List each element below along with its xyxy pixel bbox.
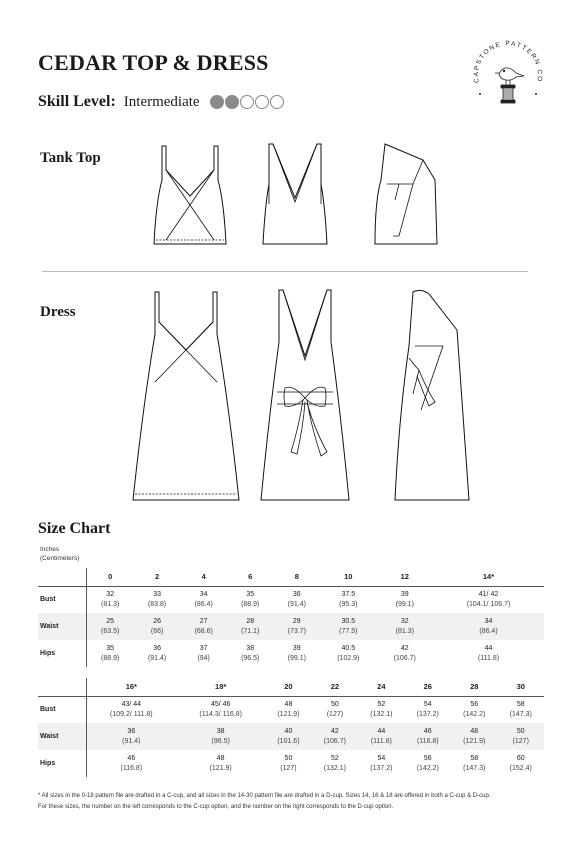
measurement-cell (274, 613, 321, 640)
measurement-cell (86, 640, 134, 667)
measurement-cell (358, 723, 404, 750)
measurement-inches: 32 (106, 590, 115, 598)
measurement-cell (265, 750, 311, 777)
measurement-cell (86, 586, 134, 613)
measurement-inches: 44 (377, 727, 386, 735)
table-row (38, 613, 544, 640)
measurement-inches: 52 (331, 754, 339, 762)
measurement-inches: 37 (199, 644, 208, 652)
measurement-cell (134, 640, 181, 667)
table-corner (38, 568, 86, 586)
measurement-centimeters: (127) (512, 737, 529, 745)
measurement-inches: 48 (216, 754, 225, 762)
measurement-cell (227, 613, 274, 640)
size-header: 4 (180, 568, 227, 586)
measurement-cell (433, 613, 544, 640)
measurement-inches: 39 (400, 590, 409, 598)
measurement-cell (358, 696, 404, 723)
measurement-cell (405, 696, 451, 723)
measurement-centimeters: (137.2) (370, 764, 393, 772)
size-chart-footnote (38, 791, 548, 813)
measurement-inches: 54 (377, 754, 386, 762)
measurement-cell (377, 586, 433, 613)
measurement-cell (274, 640, 321, 667)
measurement-inches: 58 (470, 754, 479, 762)
measurement-centimeters: (88.9) (101, 654, 120, 662)
measurement-cell (451, 750, 497, 777)
table-row (38, 586, 544, 613)
measurement-inches: 32 (400, 617, 409, 625)
measurement-inches: 36 (153, 644, 161, 652)
measurement-centimeters: (104.1/ 106.7) (466, 600, 511, 608)
table-row (38, 723, 544, 750)
size-header: 14* (433, 568, 544, 586)
size-header: 12 (377, 568, 433, 586)
measurement-centimeters: (83.8) (147, 600, 167, 608)
measurement-cell (180, 613, 227, 640)
svg-text:CAPSTONE PATTERN CO (473, 40, 543, 83)
measurement-cell (86, 723, 176, 750)
measurement-inches: 50 (516, 727, 525, 735)
size-header: 2 (134, 568, 181, 586)
logo-text: CAPSTONE PATTERN CO (472, 40, 544, 84)
measurement-inches: 36 (292, 590, 301, 598)
skill-dot (210, 95, 224, 109)
measurement-cell (320, 613, 376, 640)
size-header: 8 (274, 568, 321, 586)
measurement-centimeters: (68.6) (194, 627, 213, 635)
measurement-inches: 37.5 (341, 590, 356, 598)
size-chart-units (40, 545, 79, 563)
measurement-cell (86, 696, 176, 723)
bird-icon (495, 68, 524, 85)
size-header: 16* (86, 678, 176, 696)
measurement-cell (227, 640, 274, 667)
measurement-centimeters: (96.5) (211, 737, 230, 745)
measurement-centimeters: (106.7) (323, 737, 346, 745)
measurement-cell (433, 640, 544, 667)
skill-dot (240, 95, 254, 109)
measurement-inches: 34 (484, 617, 493, 625)
measurement-inches: 44 (484, 644, 493, 652)
measurement-centimeters: (86.4) (479, 627, 498, 635)
units-inches: Inches (40, 546, 60, 553)
skill-level-rating (210, 95, 284, 109)
dress-label: Dress (40, 304, 76, 320)
capstone-logo (466, 36, 550, 120)
size-header: 18* (176, 678, 265, 696)
measurement-cell (312, 750, 358, 777)
units-centimeters: (Centimeters) (40, 555, 80, 562)
size-header: 6 (227, 568, 274, 586)
skill-level-label: Skill Level: (38, 93, 116, 110)
measurement-centimeters: (127) (280, 764, 297, 772)
measurement-inches: 34 (199, 590, 208, 598)
size-header: 20 (265, 678, 311, 696)
size-header: 0 (86, 568, 134, 586)
measurement-centimeters: (63.5) (101, 627, 120, 635)
measurement-inches: 56 (470, 700, 479, 708)
measurement-centimeters: (96.5) (241, 654, 260, 662)
measurement-inches: 52 (377, 700, 386, 708)
measurement-centimeters: (101.6) (277, 737, 300, 745)
measurement-cell (377, 613, 433, 640)
measurement-cell (497, 750, 544, 777)
table-row (38, 696, 544, 723)
measurement-cell (320, 640, 376, 667)
measurement-cell (86, 613, 134, 640)
size-chart-table-1 (38, 568, 544, 667)
measurement-inches: 46 (423, 727, 432, 735)
measurement-centimeters: (111.8) (370, 737, 392, 745)
measurement-label: Bust (38, 586, 86, 613)
size-header: 30 (497, 678, 544, 696)
measurement-inches: 43/ 44 (121, 700, 142, 708)
measurement-inches: 30.5 (341, 617, 356, 625)
measurement-cell (134, 613, 181, 640)
size-header: 24 (358, 678, 404, 696)
measurement-cell (176, 750, 265, 777)
skill-level (38, 93, 284, 111)
measurement-inches: 45/ 46 (210, 700, 231, 708)
measurement-centimeters: (106.7) (393, 654, 416, 662)
measurement-cell (497, 723, 544, 750)
measurement-inches: 38 (246, 644, 255, 652)
measurement-centimeters: (88.9) (241, 600, 260, 608)
measurement-label: Bust (38, 696, 86, 723)
measurement-centimeters: (121.9) (277, 710, 300, 718)
measurement-centimeters: (66) (150, 627, 164, 635)
measurement-centimeters: (95.3) (339, 600, 358, 608)
measurement-inches: 39 (292, 644, 301, 652)
measurement-inches: 33 (153, 590, 161, 598)
measurement-centimeters: (102.9) (337, 654, 360, 662)
measurement-cell (274, 586, 321, 613)
measurement-label: Hips (38, 640, 86, 667)
dress-front-drawing (125, 286, 247, 508)
measurement-centimeters: (99.1) (287, 654, 306, 662)
measurement-label: Waist (38, 723, 86, 750)
measurement-inches: 29 (292, 617, 301, 625)
measurement-inches: 40 (284, 727, 293, 735)
measurement-cell (451, 723, 497, 750)
measurement-centimeters: (121.9) (209, 764, 232, 772)
measurement-cell (377, 640, 433, 667)
tank-top-front-drawing (140, 140, 240, 250)
measurement-centimeters: (127) (326, 710, 344, 718)
measurement-inches: 42 (400, 644, 409, 652)
size-chart-title: Size Chart (38, 520, 111, 537)
measurement-centimeters: (91.4) (147, 654, 167, 662)
measurement-centimeters: (81.3) (395, 627, 414, 635)
measurement-centimeters: (121.9) (463, 737, 486, 745)
measurement-centimeters: (116.8) (120, 764, 143, 772)
measurement-centimeters: (91.4) (287, 600, 306, 608)
dress-side-drawing (385, 286, 477, 508)
measurement-centimeters: (142.2) (416, 764, 439, 772)
measurement-centimeters: (86.4) (194, 600, 213, 608)
tank-top-label: Tank Top (40, 150, 101, 166)
measurement-centimeters: (142.2) (463, 710, 486, 718)
measurement-cell (180, 586, 227, 613)
measurement-centimeters: (71.1) (241, 627, 260, 635)
measurement-centimeters: (73.7) (287, 627, 306, 635)
measurement-inches: 48 (284, 700, 293, 708)
measurement-centimeters: (116.8) (416, 737, 439, 745)
measurement-centimeters: (132.1) (323, 764, 346, 772)
measurement-inches: 48 (470, 727, 479, 735)
measurement-inches: 50 (331, 700, 339, 708)
measurement-inches: 41/ 42 (478, 590, 499, 598)
measurement-cell (358, 750, 404, 777)
measurement-cell (405, 723, 451, 750)
footnote-line-2: For these sizes, the number on the left corresponds to the C-cup option, and the number on the right corresponds to the D-cup option. (38, 804, 394, 810)
footnote-line-1: * All sizes in the 0-18 pattern file are drafted in a C-cup, and all sizes in the 14-30 pattern file are drafted in a D-cup. Sizes 14, 16 & 18 are offered in both a C-cup & D-cup. (38, 793, 491, 799)
measurement-inches: 35 (246, 590, 255, 598)
measurement-centimeters: (109.2/ 111.8) (110, 710, 153, 718)
tank-top-side-drawing (365, 140, 445, 250)
measurement-cell (227, 586, 274, 613)
section-divider (42, 271, 528, 272)
measurement-inches: 27 (199, 617, 208, 625)
measurement-centimeters: (91.4) (122, 737, 141, 745)
measurement-label: Hips (38, 750, 86, 777)
measurement-centimeters: (94) (197, 654, 210, 662)
size-header: 22 (312, 678, 358, 696)
measurement-cell (180, 640, 227, 667)
measurement-centimeters: (111.8) (477, 654, 500, 662)
measurement-cell (265, 696, 311, 723)
measurement-cell (176, 723, 265, 750)
size-header: 10 (320, 568, 376, 586)
measurement-cell (265, 723, 311, 750)
measurement-cell (433, 586, 544, 613)
measurement-inches: 60 (516, 754, 525, 762)
measurement-inches: 50 (284, 754, 293, 762)
measurement-inches: 58 (516, 700, 525, 708)
measurement-label: Waist (38, 613, 86, 640)
measurement-cell (86, 750, 176, 777)
measurement-inches: 54 (423, 700, 432, 708)
measurement-centimeters: (81.3) (101, 600, 120, 608)
measurement-cell (320, 586, 376, 613)
measurement-centimeters: (137.2) (416, 710, 439, 718)
measurement-cell (176, 696, 265, 723)
measurement-inches: 38 (216, 727, 225, 735)
measurement-cell (405, 750, 451, 777)
measurement-cell (312, 723, 358, 750)
measurement-cell (312, 696, 358, 723)
measurement-inches: 36 (127, 727, 136, 735)
skill-dot (225, 95, 239, 109)
skill-dot (270, 95, 284, 109)
measurement-centimeters: (147.3) (509, 710, 532, 718)
measurement-inches: 26 (153, 617, 161, 625)
dress-back-drawing (255, 286, 355, 508)
table-row (38, 750, 544, 777)
size-header-row (38, 568, 544, 586)
measurement-centimeters: (152.4) (509, 764, 532, 772)
table-row (38, 640, 544, 667)
size-header: 28 (451, 678, 497, 696)
measurement-inches: 40.5 (341, 644, 356, 652)
size-header: 26 (405, 678, 451, 696)
size-chart-table-2 (38, 678, 544, 777)
skill-level-value: Intermediate (123, 93, 200, 110)
tank-top-back-drawing (255, 140, 335, 250)
page-title: CEDAR TOP & DRESS (38, 50, 269, 75)
measurement-centimeters: (147.3) (463, 764, 486, 772)
measurement-inches: 46 (127, 754, 136, 762)
measurement-centimeters: (99.1) (395, 600, 414, 608)
table-corner (38, 678, 86, 696)
measurement-centimeters: (77.5) (339, 627, 358, 635)
measurement-inches: 42 (331, 727, 339, 735)
measurement-cell (497, 696, 544, 723)
spool-icon (501, 85, 515, 103)
measurement-inches: 25 (106, 617, 115, 625)
measurement-cell (134, 586, 181, 613)
measurement-cell (451, 696, 497, 723)
measurement-inches: 56 (423, 754, 432, 762)
measurement-centimeters: (114.3/ 116.8) (199, 710, 242, 718)
measurement-inches: 28 (246, 617, 255, 625)
measurement-inches: 35 (106, 644, 115, 652)
measurement-centimeters: (132.1) (370, 710, 393, 718)
skill-dot (255, 95, 269, 109)
size-header-row (38, 678, 544, 696)
